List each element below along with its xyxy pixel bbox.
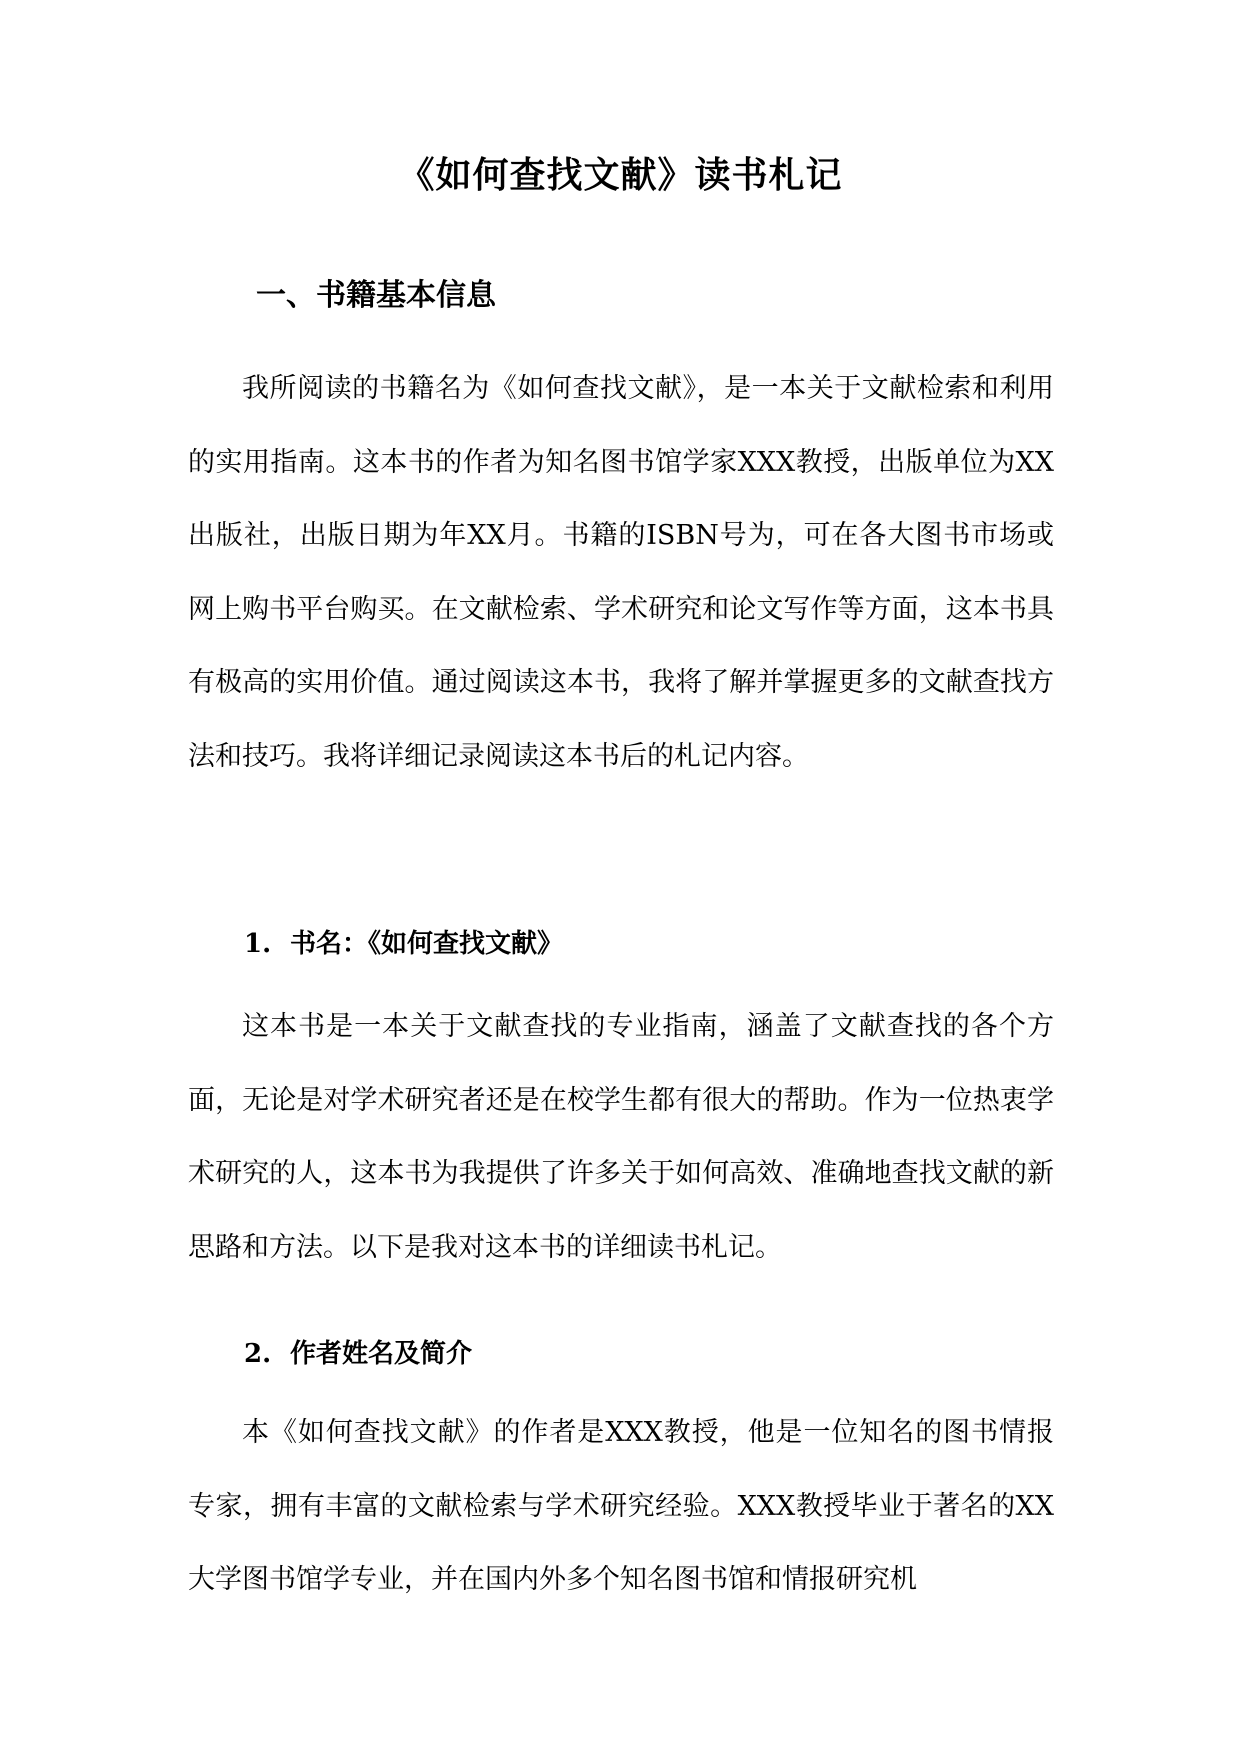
subsection-paragraph-author: 本《如何查找文献》的作者是XXX教授，他是一位知名的图书情报专家，拥有丰富的文献检索与学术研究经验。XXX教授毕业于著名的XX大学图书馆学专业，并在国内外多个知名图书馆和情报研究机	[188, 1417, 1054, 1595]
subsection-heading-text: 作者姓名及简介	[290, 1339, 473, 1369]
document-title: 《如何查找文献》读书札记	[398, 154, 843, 196]
subsection-heading-book-title	[244, 926, 563, 962]
subsection-number: 2.	[244, 1339, 272, 1369]
subsection-heading-author	[244, 1336, 472, 1372]
subsection-paragraph-book-title: 这本书是一本关于文献查找的专业指南，涵盖了文献查找的各个方面，无论是对学术研究者还是在校学生都有很大的帮助。作为一位热衷学术研究的人，这本书为我提供了许多关于如何高效、准确地查找文献的新思路和方法。以下是我对这本书的详细读书札记。	[188, 1011, 1054, 1263]
section-paragraph-basic-info: 我所阅读的书籍名为《如何查找文献》，是一本关于文献检索和利用的实用指南。这本书的作者为知名图书馆学家XXX教授，出版单位为XX出版社，出版日期为年XX月。书籍的ISBN号为，可在各大图书市场或网上购书平台购买。在文献检索、学术研究和论文写作等方面，这本书具有极高的实用价值。通过阅读这本书，我将了解并掌握更多的文献查找方法和技巧。我将详细记录阅读这本书后的札记内容。	[188, 373, 1054, 772]
subsection-number: 1.	[244, 929, 272, 959]
subsection-heading-text: 书名：《如何查找文献》	[290, 929, 564, 959]
section-heading-basic-info: 一、书籍基本信息	[256, 278, 496, 313]
